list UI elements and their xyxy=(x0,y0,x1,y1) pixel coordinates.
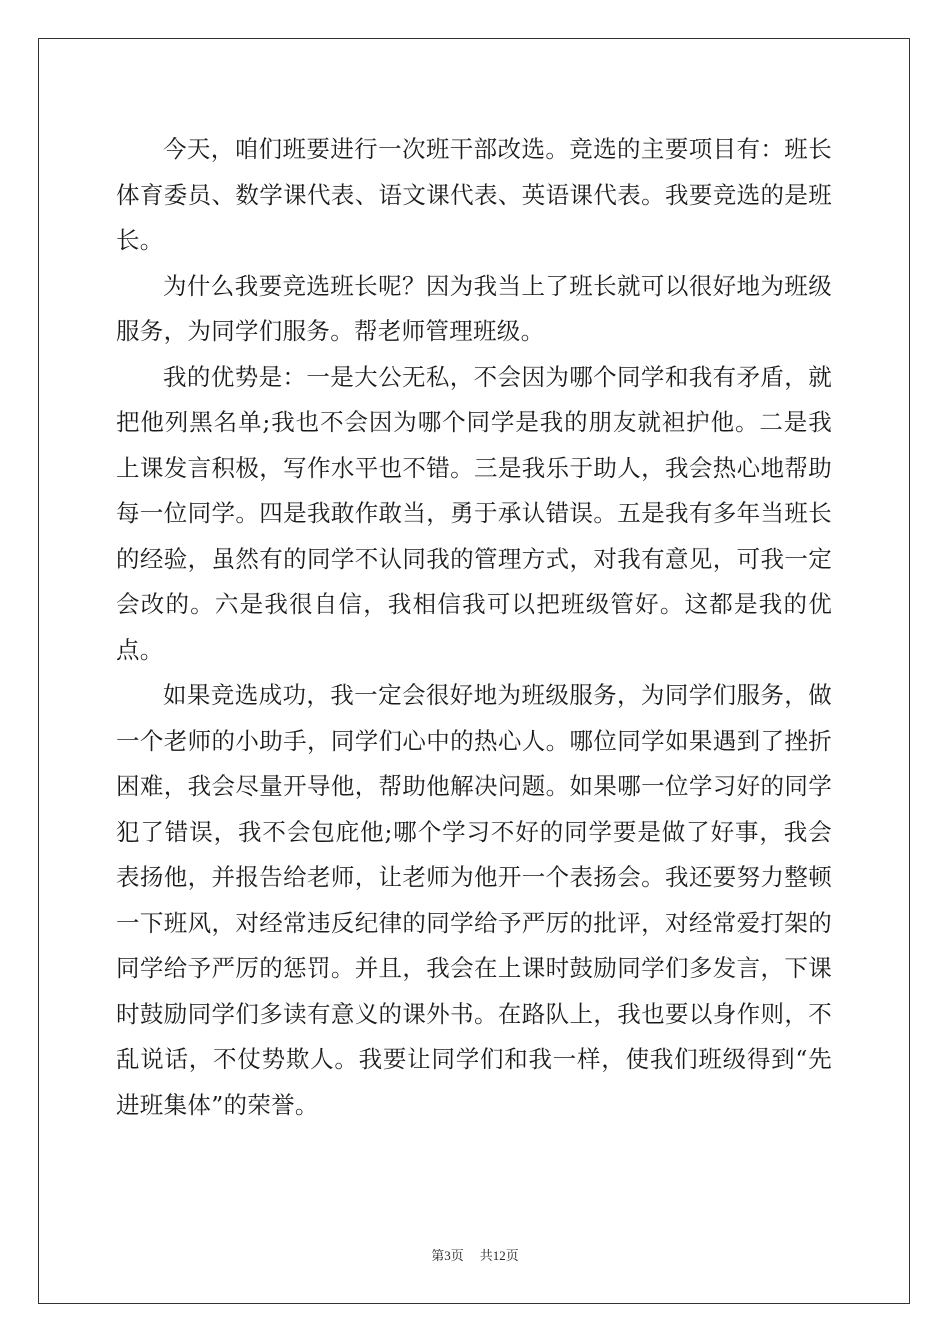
paragraph-plans: 如果竞选成功，我一定会很好地为班级服务，为同学们服务，做一个老师的小助手，同学们心中的热心人。哪位同学如果遇到了挫折困难，我会尽量开导他，帮助他解决问题。如果哪一位学习好的同学犯了错误，我不会包庇他;哪个学习不好的同学要是做了好事，我会表扬他，并报告给老师，让老师为他开一个表扬会。我还要努力整顿一下班风，对经常违反纪律的同学给予严厉的批评，对经常爱打架的同学给予严厉的惩罚。并且，我会在上课时鼓励同学们多发言，下课时鼓励同学们多读有意义的课外书。在路队上，我也要以身作则，不乱说话，不仗势欺人。我要让同学们和我一样，使我们班级得到“先进班集体”的荣誉。 xyxy=(116,681,832,1119)
paragraph-intro: 今天，咱们班要进行一次班干部改选。竞选的主要项目有：班长体育委员、数学课代表、语文课代表、英语课代表。我要竞选的是班长。 xyxy=(116,135,832,254)
page-footer xyxy=(0,1245,950,1264)
page-number: 第3页 xyxy=(431,1248,464,1263)
paragraph-strengths: 我的优势是：一是大公无私，不会因为哪个同学和我有矛盾，就把他列黑名单;我也不会因为哪个同学是我的朋友就袒护他。二是我上课发言积极，写作水平也不错。三是我乐于助人，我会热心地帮助每一位同学。四是我敢作敢当，勇于承认错误。五是我有多年当班长的经验，虽然有的同学不认同我的管理方式，对我有意见，可我一定会改的。六是我很自信，我相信我可以把班级管好。这都是我的优点。 xyxy=(116,362,832,664)
page-total: 共12页 xyxy=(479,1248,519,1263)
document-body xyxy=(116,127,832,1128)
paragraph-reason: 为什么我要竞选班长呢？因为我当上了班长就可以很好地为班级服务，为同学们服务。帮老师管理班级。 xyxy=(116,271,832,345)
